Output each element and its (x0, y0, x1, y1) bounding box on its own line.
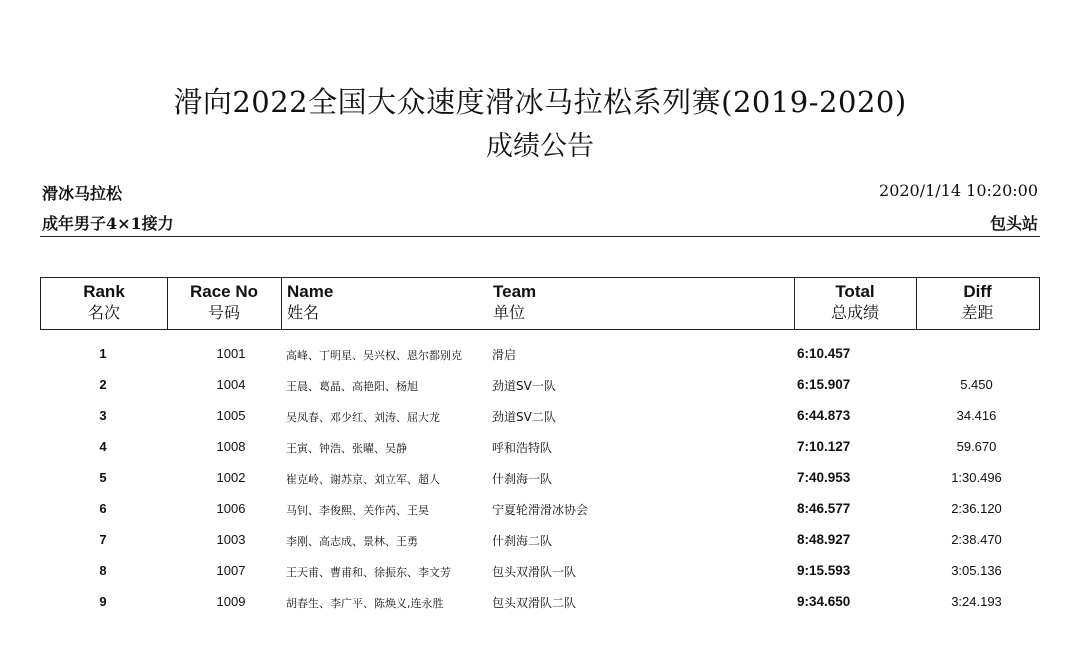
column-header-team (493, 278, 793, 329)
rank-cell: 7 (99, 532, 107, 547)
event-datetime: 2020/1/14 10:20:00 (879, 181, 1038, 200)
event-station: 包头站 (989, 214, 1038, 233)
rank-cell: 6 (99, 501, 107, 516)
rank-cell: 2 (99, 377, 107, 392)
diff-cell: 3:24.193 (951, 594, 1002, 609)
column-header-team-zh: 单位 (493, 303, 526, 322)
team-cell: 什刹海二队 (492, 534, 553, 548)
column-header-race-no-zh: 号码 (207, 303, 240, 322)
column-header-diff-zh: 差距 (961, 303, 994, 322)
total-cell: 8:46.577 (797, 501, 851, 516)
team-cell: 劲道SV二队 (492, 410, 556, 424)
total-cell: 8:48.927 (797, 532, 851, 547)
team-cell: 包头双滑队二队 (492, 596, 577, 610)
page-subtitle: 成绩公告 (486, 131, 594, 162)
diff-cell: 2:36.120 (951, 501, 1002, 516)
column-header-team-en: Team (493, 282, 537, 301)
diff-cell: 5.450 (960, 377, 993, 392)
total-cell: 6:15.907 (797, 377, 851, 392)
column-header-name-en: Name (287, 282, 334, 301)
race-no-cell: 1002 (216, 470, 246, 485)
team-cell: 包头双滑队一队 (492, 565, 577, 579)
name-cell: 崔克岭、谢苏京、刘立军、超人 (286, 473, 440, 486)
diff-cell: 2:38.470 (951, 532, 1002, 547)
diff-cell: 1:30.496 (951, 470, 1002, 485)
rank-cell: 8 (99, 563, 107, 578)
table-row (40, 433, 1038, 464)
table-row (40, 371, 1038, 402)
column-header-diff-en: Diff (963, 282, 992, 301)
total-cell: 9:34.650 (797, 594, 851, 609)
table-row (40, 340, 1038, 371)
results-table-header (40, 277, 1040, 330)
total-cell: 7:40.953 (797, 470, 851, 485)
event-name: 滑冰马拉松 (42, 184, 123, 203)
column-header-race-no-en: Race No (189, 282, 259, 301)
diff-cell: 34.416 (956, 408, 997, 423)
race-no-cell: 1009 (216, 594, 246, 609)
column-header-diff (916, 278, 1039, 329)
diff-cell: 3:05.136 (951, 563, 1002, 578)
diff-cell: 59.670 (956, 439, 997, 454)
team-cell: 劲道SV一队 (492, 379, 556, 393)
rank-cell: 1 (99, 346, 107, 361)
column-header-rank (41, 278, 167, 329)
race-no-cell: 1006 (216, 501, 246, 516)
race-no-cell: 1003 (216, 532, 246, 547)
column-header-rank-zh: 名次 (87, 303, 120, 322)
results-table-body (40, 340, 1038, 619)
team-cell: 宁夏轮滑滑冰协会 (492, 503, 589, 517)
rank-cell: 5 (99, 470, 107, 485)
table-row (40, 557, 1038, 588)
table-row (40, 464, 1038, 495)
column-header-total-zh: 总成绩 (830, 303, 879, 322)
page-title: 滑向2022全国大众速度滑冰马拉松系列赛(2019-2020) (173, 85, 907, 119)
name-cell: 马钊、李俊熙、关作芮、王昊 (286, 504, 429, 517)
name-cell: 高峰、丁明星、吴兴权、恩尔都别克 (286, 349, 462, 362)
team-cell: 什刹海一队 (492, 472, 553, 486)
total-cell: 7:10.127 (797, 439, 851, 454)
column-header-race-no (167, 278, 281, 329)
name-cell: 王晨、葛晶、高艳阳、杨旭 (286, 380, 418, 393)
name-cell: 王寅、钟浩、张曜、吴静 (286, 442, 407, 455)
rank-cell: 3 (99, 408, 107, 423)
table-row (40, 495, 1038, 526)
column-header-total (794, 278, 916, 329)
table-row (40, 402, 1038, 433)
race-no-cell: 1005 (216, 408, 246, 423)
rank-cell: 9 (99, 594, 107, 609)
name-cell: 王天甫、曹甫和、徐振东、李文芳 (286, 566, 451, 579)
total-cell: 6:44.873 (797, 408, 851, 423)
total-cell: 9:15.593 (797, 563, 851, 578)
column-header-rank-en: Rank (83, 282, 125, 301)
event-category: 成年男子4×1接力 (42, 214, 174, 233)
table-row (40, 526, 1038, 557)
name-cell: 吴凤春、邓少红、刘涛、屈大龙 (286, 411, 440, 424)
race-no-cell: 1007 (216, 563, 246, 578)
race-no-cell: 1008 (216, 439, 246, 454)
column-divider (281, 278, 282, 329)
team-cell: 滑启 (492, 348, 517, 362)
total-cell: 6:10.457 (797, 346, 851, 361)
race-no-cell: 1001 (216, 346, 246, 361)
column-header-total-en: Total (835, 282, 875, 301)
column-header-name (287, 278, 487, 329)
race-no-cell: 1004 (216, 377, 246, 392)
header-divider (40, 236, 1040, 237)
rank-cell: 4 (99, 439, 107, 454)
name-cell: 李刚、高志成、景林、王勇 (286, 535, 418, 548)
name-cell: 胡春生、李广平、陈焕义,连永胜 (286, 597, 444, 610)
table-row (40, 588, 1038, 619)
team-cell: 呼和浩特队 (492, 441, 553, 455)
column-header-name-zh: 姓名 (287, 303, 320, 322)
